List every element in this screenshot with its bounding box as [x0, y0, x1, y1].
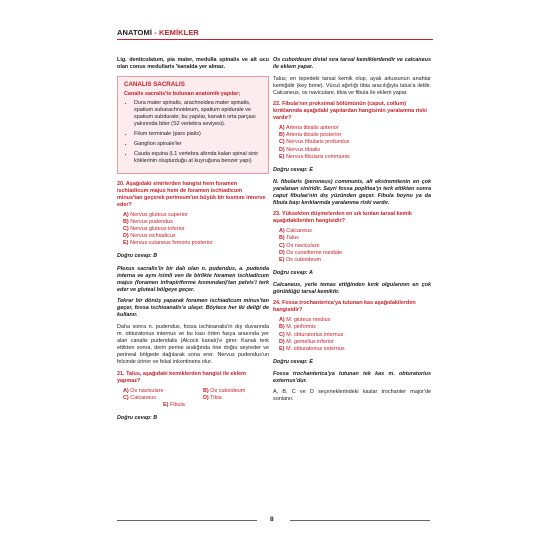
answer-20: Doğru cevap: B [117, 253, 158, 260]
option: B) M. piriformis [279, 324, 316, 331]
option: A) Nervus gluteus superior [123, 212, 188, 219]
option: A) Os naviculare [123, 387, 164, 394]
question-23-options [279, 228, 431, 263]
footer-rule-left [117, 520, 257, 521]
box-heading: Canalis sacralis'te bulunan anatomik yapılar; [124, 90, 241, 97]
option: B) Nervus pudendus [123, 219, 173, 226]
right-column [273, 57, 431, 408]
explanation-20c: Daha sonra n. pudendus, fossa ischioanalis'in dış duvarında m. obturatorius internus ve bu kası örten fasya arasında yer alan canalis pudendalis (Alcock kanalı)'e girer. Kanalı terk ettikten sonra, derin perine aralığında öne doğru seyreder ve perineal bölgede dağılarak sona erer. Nervus pudendus'un felcinde üriner ve fekal inkontinens olur. [117, 323, 269, 366]
option: D) Nervus ischiadicus [123, 233, 176, 240]
question-21: 21. Talus, aşağıdaki kemiklerden hangisi ile eklem yapmaz? [117, 370, 246, 384]
question-22-options [279, 125, 431, 160]
explanation-23: Calcaneus, yerle temas ettiğinden kırık olgularının en çok görüldüğü tarsal kemiktir. [273, 281, 431, 295]
box-item: • Ganglion spinale'ler [134, 141, 262, 148]
option: B) Arteria tibialis posterior [279, 132, 342, 139]
page-number: 8 [270, 516, 274, 523]
option: D) Os cuneiforme mediale [279, 249, 343, 256]
intro-text: Lig. denticulatum, pia mater, medulla spinalis ve alt ucu olan conus medullaris 'kanalda yer almaz. [117, 57, 269, 71]
option: C) M. obturatorius internus [279, 331, 344, 338]
option: E) Os cuboideum [279, 256, 322, 263]
left-column [117, 57, 269, 427]
question-20: 20. Aşağıdaki sinirlerden hangisi hem foramen ischiadicum majus hem de foramen ischiadicum minus'tan geçerek perineum'un büyük bir kısmını innerve eder? [117, 181, 266, 209]
box-item: • Cauda equina (L1 vertebra altında kalan spinal sinir köklerinin oluşturduğu at kuyruğuna benzer yapı) [134, 151, 262, 165]
top-text: Talus; en tepedeki tarsal kemik olup, ayak arkusunun anahtar kemiğidir (key bone). Vücut ağırlığı tibia aracılığıyla talus'a iletilir. Calcaneus, os naviculare, tibia ve fibula ile eklem yapar. [273, 75, 431, 96]
question-21-options [123, 388, 269, 409]
option: D) Nervus tibialis [279, 146, 321, 153]
option: D) M. gemellus inferior [279, 338, 334, 345]
option: C) Calcaneus [123, 394, 156, 401]
explanation-22: N. fibularis (peroneus) communis, alt ekstremitenin en çok yaralanan siniridir. Sayri fossa poplitea'yı terk ettikten sonra caput fibulae'nin dış yüzünden geçer. Fibula boynu ya da fibula başı kırıklarında yaralanma riski vardır. [273, 178, 431, 206]
option: E) M. obturatorius externus [279, 345, 345, 352]
option: C) Nervus gluteus inferior [123, 226, 185, 233]
top-italic: Os cuboideum distal sıra tarsal kemiklerdendir ve calcaneus ile eklem yapar. [273, 57, 431, 71]
header-section: ANATOMİ [117, 28, 153, 37]
box-list [124, 100, 262, 165]
box-item: • Dura mater spinalis, arachnoidea mater spinalis, spatium subarachnoideum, spatium epidurale ve spatium subdurale; bu yapılar, kanalın orta parçası yakınında biter (S2 vertebra seviyesi). [134, 100, 262, 128]
footer-rule-right [290, 520, 430, 521]
header-rule [117, 39, 433, 40]
explanation-24a: Fossa trochanterica'ya tutunan tek kas m. obturatorius externus'dur. [273, 370, 431, 384]
option: B) Os cuboideum [203, 387, 246, 394]
option: E) Nervus fibularis communis [279, 153, 350, 160]
option: D) Tibia [203, 394, 222, 401]
header-chapter: KEMİKLER [158, 28, 199, 37]
question-20-options [123, 212, 269, 247]
option: A) Arteria tibialis anterior [279, 125, 339, 132]
explanation-20a: Plexus sacralis'in bir dalı olan n. pudendus, a. pudenda interna ve aynı isimli ven ile birlikte foramen ischiadicum majus (foramen infrapiriforme kısmından)'tan pelvis'i terk eder ve gluteal bölgeye geçer. [117, 265, 269, 293]
box-title: CANALIS SACRALIS [124, 80, 185, 88]
option: A) M. gluteus medius [279, 317, 331, 324]
option: B) Talus [279, 235, 299, 242]
option: E) Nervus cutaneus femoris posterior [123, 240, 213, 247]
explanation-24b: A, B, C ve D seçeneklerindeki kaslar trochanter major'de sonlanır. [273, 389, 431, 403]
running-header [117, 28, 433, 38]
box-item: • Filum terminale (pars pialis) [134, 131, 262, 138]
answer-22: Doğru cevap: E [273, 166, 313, 173]
option: C) Nervus fibularis profundus [279, 139, 350, 146]
answer-21: Doğru cevap: B [117, 414, 158, 421]
answer-23: Doğru cevap: A [273, 269, 313, 276]
question-24-options [279, 317, 431, 352]
question-24: 24. Fossa trochanterica'ya tutunan kas aşağıdakilerden hangisidir? [273, 300, 416, 314]
option: E) Fibula [163, 401, 185, 408]
answer-24: Doğru cevap: E [273, 358, 313, 365]
question-23: 23. Yüksekten düşmelerden en sık kırılan tarsal kemik aşağıdakilerden hangisidir? [273, 211, 412, 225]
explanation-20b: Tekrar bir dönüş yaparak foramen ischiadicum minus'tan geçer, fossa ischioanalis'e ulaşır. Böylece her iki deliği de kullanır. [117, 298, 269, 319]
option: C) Os naviculare [279, 242, 320, 249]
header-separator: - [152, 28, 159, 37]
info-box [117, 76, 269, 174]
question-22: 22. Fibula'nın proksimal bölümünün (caput, collum) kırıklarında aşağıdaki yapılardan hangisinin yaralanma riski vardır? [273, 101, 427, 122]
option: A) Calcaneus [279, 228, 312, 235]
